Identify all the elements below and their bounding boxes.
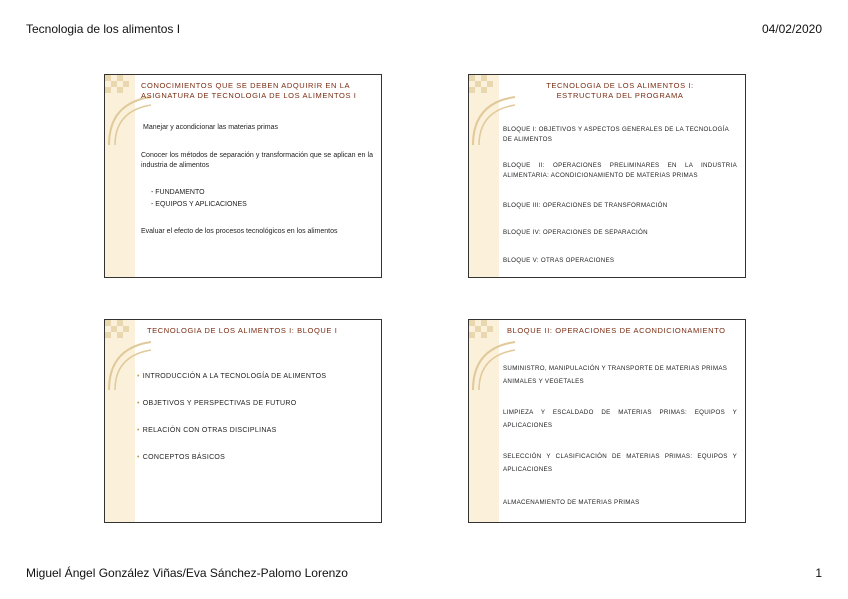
slide-title: TECNOLOGIA DE LOS ALIMENTOS I: ESTRUCTURA DEL PROGRAMA: [546, 81, 694, 100]
slide-1: [104, 74, 382, 278]
slide-item: BLOQUE I: OBJETIVOS Y ASPECTOS GENERALES DE LA TECNOLOGÍA DE ALIMENTOS: [503, 126, 729, 143]
author-footer: Miguel Ángel González Viñas/Eva Sánchez-Palomo Lorenzo: [26, 566, 348, 580]
bullet-icon: •: [137, 454, 140, 461]
slide-item: ALMACENAMIENTO DE MATERIAS PRIMAS: [503, 499, 640, 506]
slide-item: - EQUIPOS Y APLICACIONES: [151, 201, 247, 208]
slide-item: • INTRODUCCIÓN A LA TECNOLOGÍA DE ALIMENTOS: [137, 373, 327, 380]
slide-item: • RELACIÓN CON OTRAS DISCIPLINAS: [137, 427, 277, 434]
document-title: Tecnologia de los alimentos I: [26, 22, 181, 36]
slide-2: [468, 74, 746, 278]
bullet-icon: •: [137, 400, 140, 407]
slide-item: BLOQUE II: OPERACIONES PRELIMINARES EN LA INDUSTRIA ALIMENTARIA: ACONDICIONAMIENTO DE MATERIAS PRIMAS: [503, 162, 737, 179]
slide-title: TECNOLOGIA DE LOS ALIMENTOS I: BLOQUE I: [147, 326, 338, 335]
slide-item: LIMPIEZA Y ESCALDADO DE MATERIAS PRIMAS: EQUIPOS Y APLICACIONES: [503, 409, 737, 429]
page-number: 1: [815, 566, 822, 580]
slide-item: BLOQUE III: OPERACIONES DE TRANSFORMACIÓN: [503, 202, 668, 209]
slide-item: • OBJETIVOS Y PERSPECTIVAS DE FUTURO: [137, 400, 297, 407]
slide-item: - FUNDAMENTO: [151, 189, 205, 196]
slide-item: BLOQUE IV: OPERACIONES DE SEPARACIÓN: [503, 229, 648, 236]
slide-item: BLOQUE V: OTRAS OPERACIONES: [503, 257, 615, 264]
document-date: 04/02/2020: [761, 22, 822, 36]
slide-item: Evaluar el efecto de los procesos tecnológicos en los alimentos: [141, 228, 338, 235]
slide-item: SELECCIÓN Y CLASIFICACIÓN DE MATERIAS PRIMAS: EQUIPOS Y APLICACIONES: [503, 453, 737, 473]
slide-item: • CONCEPTOS BÁSICOS: [137, 454, 226, 461]
slide-title: BLOQUE II: OPERACIONES DE ACONDICIONAMIENTO: [507, 326, 726, 335]
bullet-icon: •: [137, 373, 140, 380]
slide-3: [104, 319, 382, 523]
slide-item: Manejar y acondicionar las materias primas: [143, 124, 278, 131]
slide-item: Conocer los métodos de separación y transformación que se aplican en la industria de alimentos: [141, 152, 373, 169]
slide-item: SUMINISTRO, MANIPULACIÓN Y TRANSPORTE DE MATERIAS PRIMAS ANIMALES Y VEGETALES: [503, 365, 728, 385]
slide-title: CONOCIMIENTOS QUE SE DEBEN ADQUIRIR EN LA ASIGNATURA DE TECNOLOGIA DE LOS ALIMENTOS I: [141, 81, 357, 100]
slide-4: [468, 319, 746, 523]
bullet-icon: •: [137, 427, 140, 434]
